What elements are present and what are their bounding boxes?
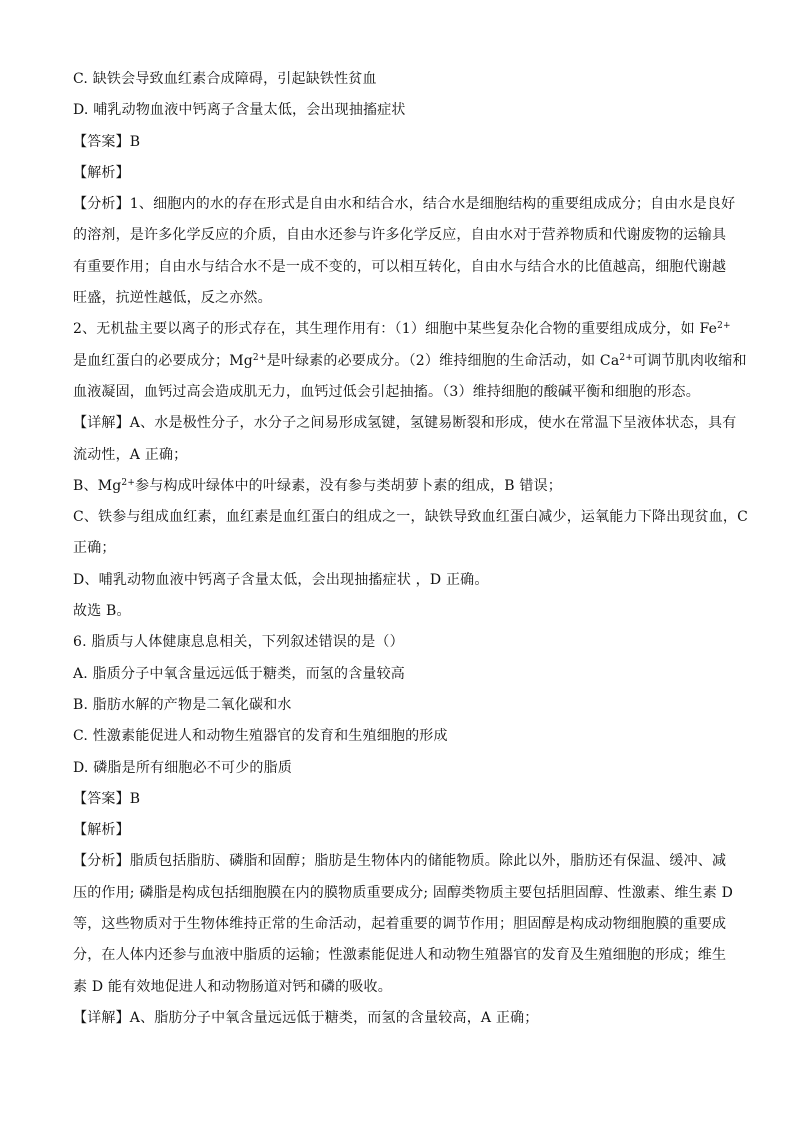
detail-line: 【详解】A、脂肪分子中氧含量远远低于糖类，而氢的含量较高，A 正确； bbox=[73, 1009, 539, 1026]
detail-b-part-a: B、Mg bbox=[73, 477, 122, 494]
question-6-option-d: D. 磷脂是所有细胞必不可少的脂质 bbox=[73, 759, 293, 776]
question-6-option-c: C. 性激素能促进人和动物生殖器官的发育和生殖细胞的形成 bbox=[73, 728, 448, 745]
detail-c-line: 正确； bbox=[73, 540, 116, 557]
analysis-heading: 【解析】 bbox=[73, 164, 130, 181]
question-6-option-a: A. 脂质分子中氧含量远远低于糖类，而氢的含量较高 bbox=[73, 665, 406, 682]
answer-line: 【答案】B bbox=[73, 133, 141, 150]
question-6-stem: 6. 脂质与人体健康息息相关，下列叙述错误的是（） bbox=[73, 634, 404, 651]
detail-b-line bbox=[73, 471, 733, 502]
superscript: 2+ bbox=[619, 352, 634, 363]
question-6-option-b: B. 脂肪水解的产物是二氧化碳和水 bbox=[73, 696, 292, 713]
salt-line-3: 血液凝固，血钙过高会造成肌无力，血钙过低会引起抽搐。（3）维持细胞的酸碱平衡和细胞的形态。 bbox=[73, 383, 700, 400]
option-c: C. 缺铁会导致血红素合成障碍，引起缺铁性贫血 bbox=[73, 71, 377, 87]
salt-line-2 bbox=[73, 346, 747, 377]
detail-d-line: D、哺乳动物血液中钙离子含量太低，会出现抽搐症状 ，D 正确。 bbox=[73, 571, 489, 588]
salt-line-2-part-c: 可调节肌肉收缩和 bbox=[633, 352, 747, 369]
analysis-line: 等，这些物质对于生物体维持正常的生命活动，起着重要的调节作用；胆固醇是构成动物细胞膜的重要成 bbox=[73, 916, 727, 933]
detail-c-line: C、铁参与组成血红素，血红素是血红蛋白的组成之一，缺铁导致血红蛋白减少，运氧能力下降出现贫血，C bbox=[73, 509, 749, 526]
salt-line-2-part-b: 是叶绿素的必要成分。（2）维持细胞的生命活动，如 Ca bbox=[266, 352, 620, 369]
analysis-heading: 【解析】 bbox=[73, 822, 130, 839]
salt-line-1-text: 2、无机盐主要以离子的形式存在，其生理作用有：（1）细胞中某些复杂化合物的重要组成成分，如 Fe bbox=[73, 321, 718, 338]
option-d: D. 哺乳动物血液中钙离子含量太低，会出现抽搐症状 bbox=[73, 102, 406, 119]
analysis-line: 【分析】脂质包括脂肪、磷脂和固醇；脂肪是生物体内的储能物质。除此以外，脂肪还有保温、缓冲、减 bbox=[73, 853, 727, 870]
analysis-line: 旺盛，抗逆性越低，反之亦然。 bbox=[73, 290, 272, 307]
analysis-line: 的溶剂，是许多化学反应的介质，自由水还参与许多化学反应，自由水对于营养物质和代谢废物的运输具 bbox=[73, 227, 727, 244]
analysis-line: 分，在人体内还参与血液中脂质的运输；性激素能促进人和动物生殖器官的发育及生殖细胞的形成；维生 bbox=[73, 947, 727, 964]
salt-line-1 bbox=[73, 314, 733, 345]
analysis-line: 【分析】1、细胞内的水的存在形式是自由水和结合水，结合水是细胞结构的重要组成成分；自由水是良好 bbox=[73, 196, 736, 213]
detail-b-part-b: 参与构成叶绿体中的叶绿素，没有参与类胡萝卜素的组成，B 错误； bbox=[135, 477, 562, 494]
detail-line: 【详解】A、水是极性分子，水分子之间易形成氢键，氢键易断裂和形成，使水在常温下呈液体状态，具有 bbox=[73, 415, 737, 432]
analysis-line: 压的作用; 磷脂是构成包括细胞膜在内的膜物质重要成分; 固醇类物质主要包括胆固醇、性激素、维生素 D bbox=[73, 884, 734, 901]
conclusion-line: 故选 B。 bbox=[73, 603, 131, 620]
analysis-line: 素 D 能有效地促进人和动物肠道对钙和磷的吸收。 bbox=[73, 978, 392, 995]
superscript: 2+ bbox=[252, 352, 267, 363]
salt-line-2-part-a: 是血红蛋白的必要成分；Mg bbox=[73, 352, 253, 369]
document-page bbox=[73, 64, 749, 1034]
analysis-line: 有重要作用；自由水与结合水不是一成不变的，可以相互转化，自由水与结合水的比值越高，细胞代谢越 bbox=[73, 258, 727, 275]
answer-line: 【答案】B bbox=[73, 790, 141, 807]
superscript: 2+ bbox=[121, 477, 136, 488]
superscript: 2+ bbox=[717, 321, 731, 332]
detail-line: 流动性，A 正确； bbox=[73, 446, 188, 463]
